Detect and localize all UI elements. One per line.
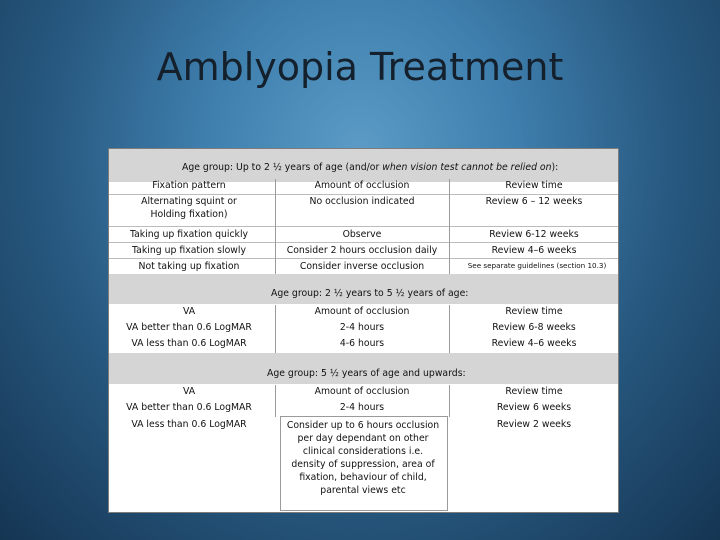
- table-row: [109, 401, 618, 417]
- table-cell: Alternating squint or Holding fixation): [141, 196, 237, 220]
- table-cell: Consider 2 hours occlusion daily: [286, 245, 438, 256]
- group-header-suffix: ):: [551, 162, 559, 173]
- column-header: VA: [182, 386, 196, 397]
- table-cell: VA better than 0.6 LogMAR: [126, 322, 252, 333]
- table-row: [109, 242, 618, 259]
- table-cell: 2-4 hours: [339, 322, 385, 333]
- slide-title: Amblyopia Treatment: [156, 45, 564, 89]
- table-cell: Review 4–6 weeks: [491, 338, 577, 349]
- table-row: [109, 337, 618, 353]
- column-divider: [449, 385, 450, 417]
- column-divider: [275, 385, 276, 417]
- table-cell: VA better than 0.6 LogMAR: [126, 402, 252, 413]
- table-cell: 2-4 hours: [339, 402, 385, 413]
- group-header-school: [109, 353, 618, 384]
- table-row: [109, 226, 618, 243]
- table-cell: VA less than 0.6 LogMAR: [131, 419, 247, 430]
- column-divider: [449, 179, 450, 274]
- table-row: [109, 321, 618, 337]
- table-cell: VA less than 0.6 LogMAR: [131, 338, 247, 349]
- table-cell: 4-6 hours: [339, 338, 385, 349]
- column-header: VA: [182, 306, 196, 317]
- table-cell: Review 2 weeks: [496, 419, 572, 430]
- table-cell: No occlusion indicated: [309, 196, 415, 207]
- table-cell: Not taking up fixation: [138, 261, 240, 272]
- table-cell: Review 6-12 weeks: [489, 229, 579, 240]
- group-header-text: Age group: 2 ½ years to 5 ½ years of age:: [271, 288, 469, 299]
- table-cell: Review 4–6 weeks: [491, 245, 577, 256]
- table-row: [109, 416, 618, 511]
- group-header-preschool: [109, 274, 618, 304]
- column-divider: [275, 305, 276, 353]
- group-header-prefix: Age group: Up to 2 ½ years of age (and/or: [182, 162, 383, 173]
- column-header-row: [109, 305, 618, 321]
- table-cell: See separate guidelines (section 10.3): [467, 261, 607, 270]
- table-row: [109, 258, 618, 275]
- table-cell: Observe: [342, 229, 382, 240]
- column-divider: [449, 305, 450, 353]
- column-header: Review time: [505, 306, 563, 317]
- column-header-row: [109, 385, 618, 401]
- table-cell: Consider inverse occlusion: [299, 261, 425, 272]
- group-header-italic: when vision test cannot be relied on: [382, 162, 552, 173]
- table-cell: Review 6 – 12 weeks: [485, 196, 583, 207]
- table-cell: Consider up to 6 hours occlusion per day dependant on other clinical considerations i.e. density of suppression, area of fixation, behaviour of child, parental views etc: [286, 420, 440, 496]
- column-header: Amount of occlusion: [314, 306, 410, 317]
- table-row: [109, 194, 618, 227]
- group-header-infant: [109, 149, 618, 182]
- treatment-table: [108, 148, 619, 513]
- column-header: Fixation pattern: [152, 180, 226, 191]
- column-header: Amount of occlusion: [314, 180, 410, 191]
- table-cell: Taking up fixation quickly: [129, 229, 249, 240]
- column-header: Review time: [505, 180, 563, 191]
- group-header-text: Age group: 5 ½ years of age and upwards:: [267, 368, 466, 379]
- column-header: Review time: [505, 386, 563, 397]
- table-cell: Review 6-8 weeks: [492, 322, 576, 333]
- table-cell: Review 6 weeks: [496, 402, 572, 413]
- table-cell: Taking up fixation slowly: [132, 245, 246, 256]
- column-header: Amount of occlusion: [314, 386, 410, 397]
- column-divider: [275, 179, 276, 274]
- column-header-row: [109, 179, 618, 193]
